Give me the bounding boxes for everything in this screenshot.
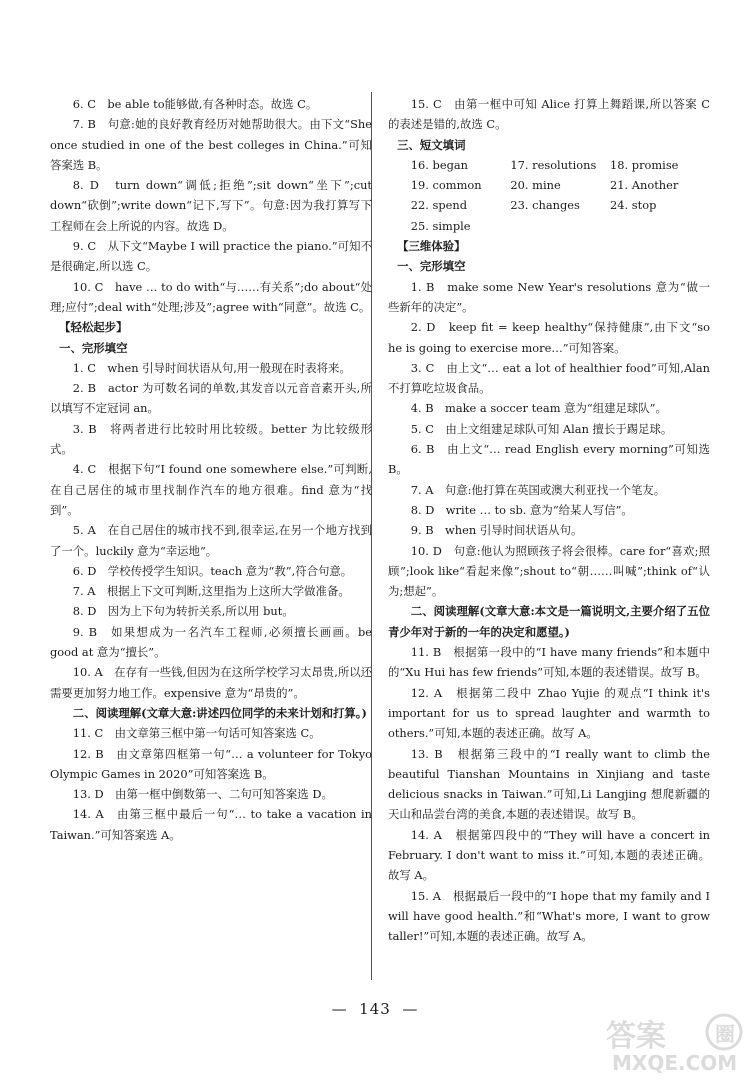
answer-paragraph: 5. A 在自己居住的城市找不到,很幸运,在另一个地方找到了一个。luckily 意为“幸运地”。: [50, 523, 372, 558]
answer-paragraph: 12. A 根据第二段中 Zhao Yujie 的观点“I think it's important for us to spread laughter and warmth to others.”可知,本题的表述正确。故写 A。: [388, 685, 714, 741]
answer-paragraph: 14. A 根据第四段中的“They will have a concert in February. I don't want to miss it.”可知,本题的表述正确。故写 A。: [388, 827, 714, 883]
watermark-logo: [602, 1010, 744, 1076]
svg-text:MXQE.COM: MXQE.COM: [612, 1051, 738, 1075]
answer-paragraph: 13. B 根据第三段中的“I really want to climb the beautiful Tianshan Mountains in Xinjiang and taste delicious snacks in Taiwan.”可知,Li Langjing 想爬新疆的天山和品尝台湾的美食,本题的表述错误。故写 B。: [388, 746, 714, 822]
answer-paragraph: 15. C 由第一框中可知 Alice 打算上舞蹈课,所以答案 C 的表述是错的,故选 C。: [388, 97, 714, 132]
fill-answer: 16. began: [410, 157, 468, 172]
fill-answer: 21. Another: [610, 178, 679, 193]
section-heading: 【轻松起步】: [59, 320, 128, 335]
answer-paragraph: 8. D 因为上下句为转折关系,所以用 but。: [72, 604, 294, 619]
answer-paragraph: 11. B 根据第一段中的“I have many friends”和本题中的“Xu Hui has few friends”可知,本题的表述错误。故写 B。: [388, 645, 710, 680]
right-column: [388, 94, 714, 946]
fill-answer: 18. promise: [610, 157, 679, 172]
fill-answer: 22. spend: [410, 198, 468, 213]
section-heading: 一、完形填空: [59, 340, 128, 355]
answer-paragraph: 14. A 由第三框中最后一句“… to take a vacation in Taiwan.”可知答案选 A。: [50, 807, 376, 842]
left-column: [50, 94, 376, 845]
fill-answer: 25. simple: [410, 218, 471, 233]
section-heading: 【三维体验】: [397, 239, 466, 254]
section-heading: 二、阅读理解(文章大意:本文是一篇说明文,主要介绍了五位青少年对于新的一年的决定和愿望。): [388, 604, 710, 639]
fill-answer: [610, 216, 710, 236]
right-top-section: [388, 94, 714, 155]
section-heading: 三、短文填词: [397, 137, 466, 152]
answer-paragraph: 6. C be able to能够做,有各种时态。故选 C。: [72, 97, 318, 111]
answer-paragraph: 9. C 从下文“Maybe I will practice the piano.”可知不是很确定,所以选 C。: [50, 239, 372, 274]
fill-row: [388, 216, 710, 236]
answer-paragraph: 3. C 由上文“… eat a lot of healthier food”可知,Alan 不打算吃垃圾食品。: [388, 360, 714, 396]
answer-paragraph: 7. A 根据上下文可判断,这里指为上这所大学做准备。: [72, 584, 350, 599]
answer-paragraph: 15. A 根据最后一段中的“I hope that my family and I will have good health.”和“What's more, I want to grow taller!”可知,本题的表述正确。故写 A。: [388, 888, 714, 944]
answer-paragraph: 12. B 由文章第四框第一句“… a volunteer for Tokyo Olympic Games in 2020”可知答案选 B。: [50, 746, 376, 781]
answer-paragraph: 7. B 句意:她的良好教育经历对她帮助很大。由下文“She once studied in one of the best colleges in China.”可知答案选 B。: [50, 117, 376, 172]
fill-row: [388, 175, 710, 195]
answer-paragraph: 2. D keep fit = keep healthy“保持健康”,由下文“so he is going to exercise more…”可知答案。: [388, 320, 714, 355]
fill-answer: 20. mine: [510, 178, 561, 193]
page-number: — 143 —: [331, 1000, 419, 1018]
answer-paragraph: 3. B 将两者进行比较时用比较级。better 为比较级形式。: [50, 421, 372, 457]
answer-paragraph: 11. C 由文章第三框中第一句话可知答案选 C。: [72, 726, 321, 741]
answer-paragraph: 2. B actor 为可数名词的单数,其发音以元音音素开头,所以填写不定冠词 an。: [50, 381, 372, 416]
answer-paragraph: 10. C have … to do with“与……有关系”;do about“处理;应付”;deal with“处理;涉及”;agree with“同意”。故选 C。: [50, 279, 372, 314]
answer-paragraph: 8. D write … to sb. 意为“给某人写信”。: [410, 502, 633, 517]
fill-answer: 23. changes: [510, 198, 580, 213]
fill-answer: [510, 216, 610, 236]
answer-paragraph: 6. D 学校传授学生知识。teach 意为“教”,符合句意。: [72, 563, 353, 578]
answer-paragraph: 9. B when 引导时间状语从句。: [410, 523, 583, 538]
right-bottom-section: [388, 236, 714, 946]
answer-paragraph: 10. D 句意:他认为照顾孩子将会很棒。care for“喜欢;照顾”;look like“看起来像”;shout to“朝……叫喊”;think of“认为;想起”。: [388, 543, 710, 599]
fill-row: [388, 155, 710, 175]
section-heading: 二、阅读理解(文章大意:讲述四位同学的未来计划和打算。): [72, 705, 367, 720]
fill-answer: 24. stop: [610, 198, 657, 213]
answer-paragraph: 7. A 句意:他打算在英国或澳大利亚找一个笔友。: [410, 482, 666, 497]
answer-paragraph: 9. B 如果想成为一名汽车工程师,必须擅长画画。be good at 意为“擅长”。: [50, 624, 376, 660]
answer-paragraph: 6. B 由上文“… read English every morning”可知选 B。: [388, 442, 714, 477]
answer-paragraph: 13. D 由第一框中倒数第一、二句可知答案选 D。: [72, 787, 333, 802]
fill-in-answers-grid: [388, 155, 710, 236]
answer-paragraph: 4. B make a soccer team 意为“组建足球队”。: [410, 401, 667, 416]
svg-text:答案: 答案: [606, 1019, 666, 1054]
answer-paragraph: 4. C 根据下句“I found one somewhere else.”可判断,在自己居住的城市里找制作汽车的地方很难。find 意为“找到”。: [50, 462, 372, 517]
fill-answer: 17. resolutions: [510, 157, 597, 172]
fill-answer: 19. common: [410, 178, 482, 193]
answer-paragraph: 5. C 由上文组建足球队可知 Alan 擅长于踢足球。: [410, 421, 673, 436]
answer-paragraph: 1. B make some New Year's resolutions 意为“做一些新年的决定”。: [388, 279, 710, 314]
fill-row: [388, 195, 710, 215]
answer-paragraph: 10. A 在存有一些钱,但因为在这所学校学习太昂贵,所以还需要更加努力地工作。expensive 意为“昂贵的”。: [50, 665, 372, 700]
section-heading: 一、完形填空: [397, 259, 466, 274]
svg-text:圈: 圈: [715, 1022, 735, 1046]
answer-paragraph: 8. D turn down“调低;拒绝”;sit down“坐下”;cut down“砍倒”;write down“记下,写下”。句意:因为我打算写下工程师在会上所说的内容。故选 D。: [50, 178, 376, 233]
answer-paragraph: 1. C when 引导时间状语从句,用一般现在时表将来。: [72, 360, 351, 375]
